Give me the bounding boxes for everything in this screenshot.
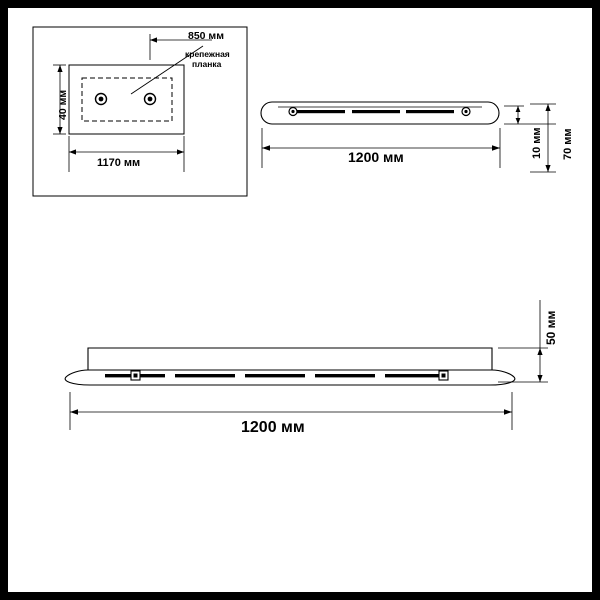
bracket-plate (69, 65, 184, 134)
dim-10-arrow-top (516, 106, 521, 112)
dim-10-arrow-bottom (516, 118, 521, 124)
front-slot-2 (352, 110, 400, 113)
dim-50-arrow-bottom (537, 375, 542, 382)
front-dim-70-label: 70 мм (562, 128, 574, 160)
persp-dim-50-label: 50 мм (544, 310, 558, 345)
dim-70-arrow-top (545, 104, 550, 111)
front-dim-1200-label: 1200 мм (348, 149, 404, 165)
detail-dim-850-label: 850 мм (188, 30, 224, 42)
persp-slot-3 (245, 374, 305, 377)
front-dim-10-label: 10 мм (531, 127, 543, 159)
persp-slot-5 (385, 374, 445, 377)
persp-fastener-right-center (442, 374, 446, 378)
persp-dim-1200-label: 1200 мм (241, 419, 305, 436)
detail-dim-1170-label: 1170 мм (97, 157, 141, 169)
persp-dim-arrow-left (70, 409, 78, 415)
persp-slot-2 (175, 374, 235, 377)
front-slot-1 (297, 110, 345, 113)
front-dim-arrow-left (262, 145, 270, 151)
persp-slot-4 (315, 374, 375, 377)
front-dim-arrow-right (492, 145, 500, 151)
persp-dim-arrow-right (504, 409, 512, 415)
callout-label-line1: крепежная (185, 49, 230, 59)
dim-50-arrow-top (537, 348, 542, 355)
front-slot-3 (406, 110, 454, 113)
mounting-hole-left-center (99, 97, 104, 102)
dim-70-arrow-bottom (545, 165, 550, 172)
mounting-hole-right-center (148, 97, 153, 102)
persp-fastener-left-center (134, 374, 138, 378)
callout-label-line2: планка (192, 59, 222, 69)
front-fastener-right-center (464, 110, 467, 113)
persp-top-slab (88, 348, 492, 370)
front-fastener-left-center (291, 110, 294, 113)
detail-dim-40-label: 40 мм (57, 89, 69, 120)
